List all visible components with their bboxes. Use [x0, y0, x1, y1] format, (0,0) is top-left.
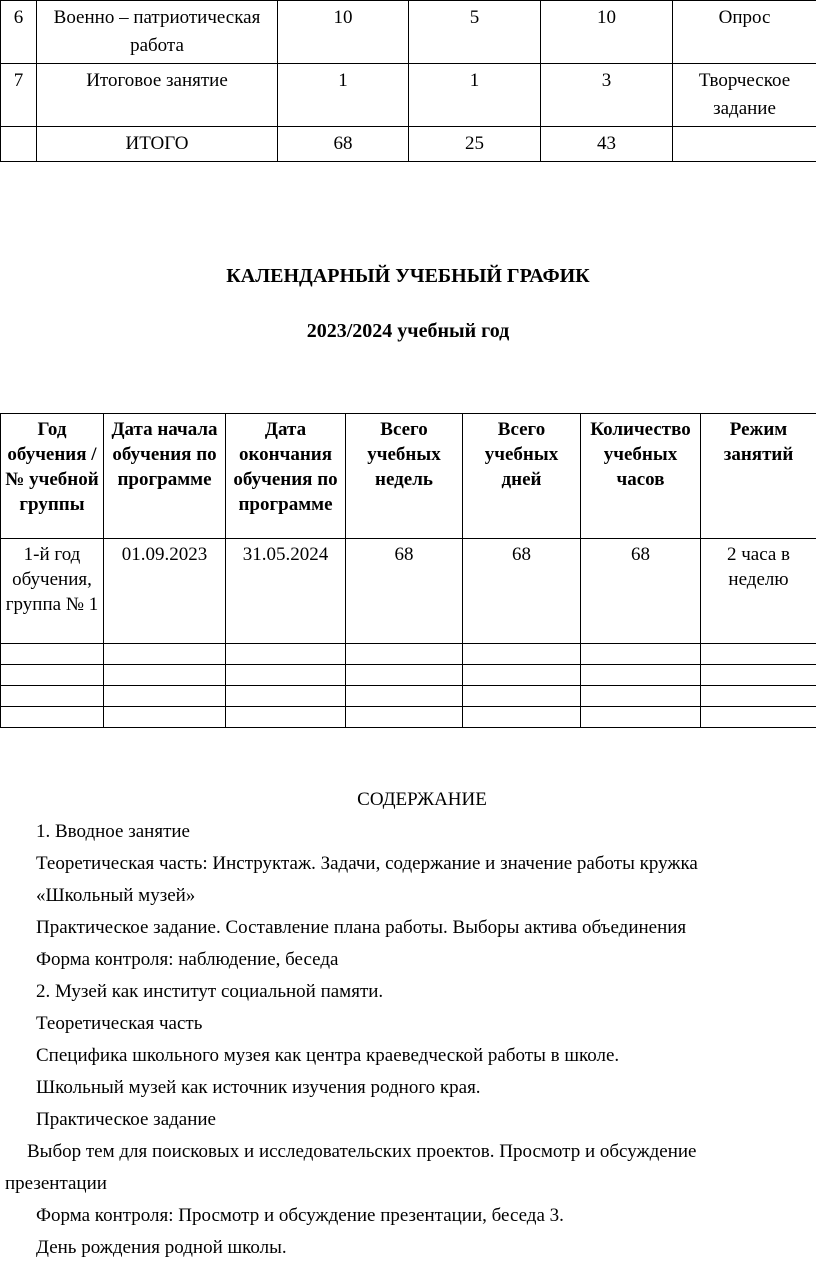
hours-practice-cell: 3	[541, 64, 673, 127]
academic-year-subtitle: 2023/2024 учебный год	[306, 320, 510, 342]
header-group-cell: Год обучения /№ учебной группы	[1, 414, 104, 539]
hours-total-cell: 10	[278, 1, 409, 64]
end-date-cell: 31.05.2024	[226, 539, 346, 644]
control-form-cell: Творческое задание	[673, 64, 816, 127]
table-row-topic-7	[1, 64, 816, 127]
schedule-empty-row	[1, 665, 816, 686]
days-cell: 68	[463, 539, 581, 644]
schedule-empty-row	[1, 707, 816, 728]
control-form-cell: Опрос	[673, 1, 816, 64]
hours-practice-cell: 10	[541, 1, 673, 64]
hours-total-cell: 1	[278, 64, 409, 127]
hours-theory-cell: 25	[409, 127, 541, 162]
header-end-date-cell: Дата окончания обучения по программе	[226, 414, 346, 539]
start-date-cell: 01.09.2023	[104, 539, 226, 644]
content-section-title: СОДЕРЖАНИЕ	[357, 789, 487, 810]
header-weeks-cell: Всего учебных недель	[346, 414, 463, 539]
content-line: День рождения родной школы.	[36, 1237, 287, 1258]
topic-name-cell: Военно – патриотическая работа	[37, 1, 278, 64]
hours-total-cell: 68	[278, 127, 409, 162]
content-line: Специфика школьного музея как центра краеведческой работы в школе.	[36, 1045, 620, 1066]
schedule-data-row	[1, 539, 816, 644]
topic-name-cell: Итоговое занятие	[37, 64, 278, 127]
calendar-schedule-table	[0, 413, 816, 728]
calendar-schedule-title: КАЛЕНДАРНЫЙ УЧЕБНЫЙ ГРАФИК	[226, 265, 590, 287]
content-section	[0, 784, 816, 1264]
group-cell: 1-й год обучения, группа № 1	[1, 539, 104, 644]
header-days-cell: Всего учебных дней	[463, 414, 581, 539]
program-totals-table	[0, 0, 816, 162]
totals-label-cell: ИТОГО	[37, 127, 278, 162]
header-hours-cell: Количество учебных часов	[581, 414, 701, 539]
content-line: 2. Музей как институт социальной памяти.	[36, 981, 384, 1002]
hours-theory-cell: 5	[409, 1, 541, 64]
content-line: презентации	[5, 1173, 107, 1194]
row-number-cell: 7	[1, 64, 37, 127]
content-line: Теоретическая часть: Инструктаж. Задачи, содержание и значение работы кружка	[36, 853, 698, 874]
content-line: Школьный музей как источник изучения родного края.	[36, 1077, 481, 1098]
content-line: Практическое задание. Составление плана работы. Выборы актива объединения	[36, 917, 687, 938]
table-row-totals	[1, 127, 816, 162]
weeks-cell: 68	[346, 539, 463, 644]
header-start-date-cell: Дата начала обучения по программе	[104, 414, 226, 539]
content-line: Форма контроля: Просмотр и обсуждение презентации, беседа 3.	[36, 1205, 564, 1226]
content-line: Теоретическая часть	[36, 1013, 203, 1034]
content-line: Практическое задание	[36, 1109, 216, 1130]
content-line: «Школьный музей»	[36, 885, 196, 906]
mode-cell: 2 часа в неделю	[701, 539, 816, 644]
schedule-empty-row	[1, 686, 816, 707]
hours-cell: 68	[581, 539, 701, 644]
schedule-header-row	[1, 414, 816, 539]
content-line: Форма контроля: наблюдение, беседа	[36, 949, 339, 970]
schedule-empty-row	[1, 644, 816, 665]
row-number-cell	[1, 127, 37, 162]
hours-practice-cell: 43	[541, 127, 673, 162]
row-number-cell: 6	[1, 1, 37, 64]
header-mode-cell: Режим занятий	[701, 414, 816, 539]
table-row-topic-6	[1, 1, 816, 64]
control-form-cell	[673, 127, 816, 162]
content-line: Выбор тем для поисковых и исследовательских проектов. Просмотр и обсуждение	[27, 1141, 697, 1162]
content-line: 1. Вводное занятие	[36, 821, 190, 842]
hours-theory-cell: 1	[409, 64, 541, 127]
